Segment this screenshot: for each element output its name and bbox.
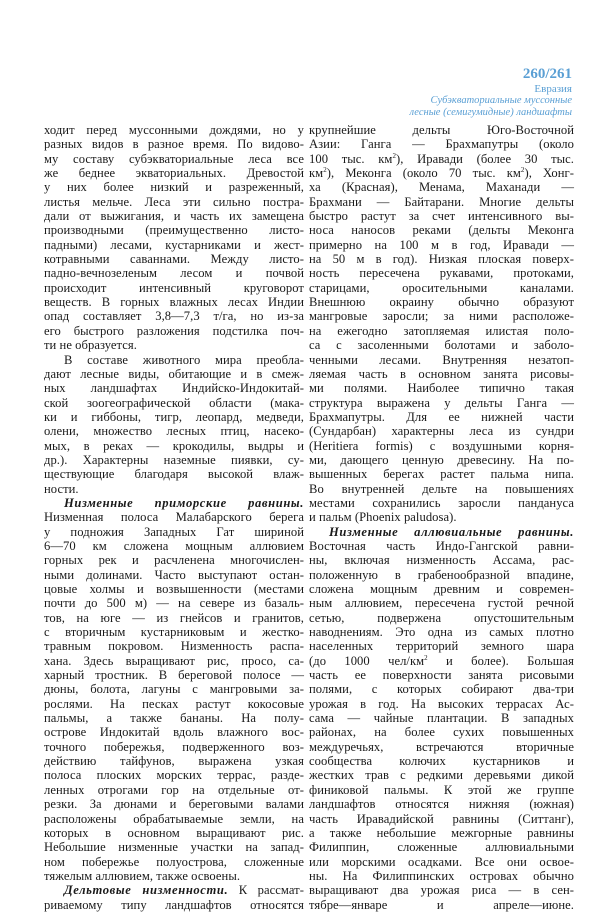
text-line: цовые холмы и возвышенности (местами <box>44 582 304 596</box>
text-line: (Heritiera formis) с воздушными корня- <box>309 438 574 453</box>
text-line: (Сундарбан) характерны леса из сундри <box>309 424 574 439</box>
text-line: ми полями. Наиболее типично такая <box>309 381 574 396</box>
text-line: дюны, болота, лагуны с мангровыми за- <box>44 682 304 697</box>
text-line: ляемая часть в основном занята рисовы- <box>309 366 574 381</box>
text-line: ществующие благодаря высокой влаж- <box>44 467 304 482</box>
text-line: населенных территорий земного шара <box>309 639 574 654</box>
text-line: падно-вечнозеленым лесом и почвой <box>44 266 304 281</box>
text-line: харный тростник. В береговой полосе — <box>44 668 304 683</box>
text-line: часть Иравадийской равнины (Ситтанг), <box>309 811 574 826</box>
text-line: веществ. В горных влажных лесах Индии <box>44 295 304 310</box>
page-numbers: 260/261 <box>522 66 572 82</box>
text-line: мых, в реках — крокодилы, выдры и <box>44 438 304 453</box>
text-line: и пальм (Phoenix paludosa). <box>309 510 457 525</box>
text-line: ской зоогеографической области (мака- <box>44 395 304 410</box>
section-title: Евразия <box>534 83 572 95</box>
text-line: $км^2$), Меконга (около 70 тыс. $км^2$), Хонг- <box>309 166 574 181</box>
text-line: междуречьях, встречаются вторичные <box>309 739 574 754</box>
text-line: рослями. На песках растут кокосовые <box>44 696 304 711</box>
text-line: у подножия Западных Гат шириной <box>44 524 304 539</box>
text-line: тябре—январе и апреле—июне. <box>309 897 574 912</box>
text-line: крупнейшие дельты Юго-Восточной <box>309 123 574 137</box>
text-line: ных ландшафтах Индийско-Индокитай- <box>44 381 304 396</box>
text-line: сама — чайные плантации. В западных <box>309 711 574 726</box>
text-line: вышенных берегах растет пальма нипа. <box>309 467 574 482</box>
text-line: Филиппин, сложенные аллювиальными <box>309 840 574 855</box>
text-line: Восточная часть Индо-Гангской равни- <box>309 538 574 553</box>
left-text-column <box>44 123 304 912</box>
text-line: с вторичным кустарниковым и жестко- <box>44 625 304 640</box>
text-line: разных видов в разное время. По видово- <box>44 137 304 152</box>
text-line: олени, множество лесных птиц, насеко- <box>44 424 304 439</box>
text-line: са с засоленными болотами и заболо- <box>309 338 574 353</box>
chapter-subtitle-line2: лесные (семигумидные) ландшафты <box>409 107 572 118</box>
text-line: структура выражена у дельты Ганга — <box>309 395 574 410</box>
text-line: его быстрого разложения подстилка поч- <box>44 323 304 338</box>
text-line: ными долинами. Часто выступают остан- <box>44 567 304 582</box>
text-line: риваемому типу ландшафтов относятся <box>44 897 304 912</box>
text-line: ности. <box>44 481 79 496</box>
text-line: Дельтовые низменности. К рассмат- <box>64 883 304 898</box>
text-line: ным аллювием, пересечена густой речной <box>309 596 574 611</box>
text-line: ходит перед муссонными дождями, но у <box>44 123 304 137</box>
text-line: жестких трав с редкими деревьями дикой <box>309 768 574 783</box>
text-line: ти не образуется. <box>44 338 137 353</box>
text-line: ки и гиббоны, тигр, леопард, медведи, <box>44 409 304 424</box>
section-heading: Низменные аллювиальные равнины. <box>329 524 574 539</box>
text-line: Во внутренней дельте на повышениях <box>309 481 574 496</box>
right-text-column <box>309 123 574 912</box>
text-line: положенную в грабенообразной впадине, <box>309 567 574 582</box>
text-line: финиковой пальмы. К этой же группе <box>309 782 574 797</box>
text-line: на 50 м в год). Низкая плоская поверх- <box>309 252 574 267</box>
text-line: травным покровом. Низменность распа- <box>44 639 304 654</box>
text-line: урожая в год. На высоких террасах Ас- <box>309 696 574 711</box>
text-line: ха (Красная), Менама, Маханади — <box>309 180 574 195</box>
text-line: ченными лесами. Внутренняя незатоп- <box>309 352 574 367</box>
text-line: Азии: Ганга — Брахмапутры (около <box>309 137 574 152</box>
text-line: точного побережья, подверженного воз- <box>44 739 304 754</box>
text-line: производными (преимущественно листо- <box>44 223 304 238</box>
text-line: полями, с которых собирают два-три <box>309 682 574 697</box>
text-line: В составе животного мира преобла- <box>64 352 304 367</box>
text-line: ность пересечена рукавами, протоками, <box>309 266 574 281</box>
text-line: выращивают два урожая риса — в сен- <box>309 883 574 898</box>
text-line: местами сохранились заросли пандануса <box>309 495 574 510</box>
text-line: 100 тыс. $км^2$), Иравади (более 30 тыс. <box>309 151 574 166</box>
text-line: ны, включая низменность Ассама, рас- <box>309 553 574 568</box>
text-line: у них более низкий и разреженный, <box>44 180 304 195</box>
text-line <box>44 496 304 510</box>
section-heading: Низменные приморские равнины. <box>64 495 304 510</box>
text-line: Брахмани — Байтарани. Многие дельты <box>309 194 574 209</box>
text-line: падными) лесами, кустарниками и жест- <box>44 237 304 252</box>
text-line: пальмы, а также бананы. На полу- <box>44 711 304 726</box>
text-line: почти до 500 м) — на севере из базаль- <box>44 596 304 611</box>
text-line: действию тайфунов, выражена узкая <box>44 754 304 769</box>
text-line: Низменная полоса Малабарского берега <box>44 510 304 525</box>
text-line: горных рек и расчленена многочислен- <box>44 553 304 568</box>
text-line: которых в основном выращивают рис. <box>44 825 304 840</box>
text-line: тяжелым аллювием, также освоены. <box>44 868 241 883</box>
text-line: полоса плоских морских террас, разде- <box>44 768 304 783</box>
text-line: (до 1000 чел/$км^2$ и более). Большая <box>309 653 574 668</box>
text-line: ном побережье полуострова, сложенные <box>44 854 304 869</box>
text-line: происходит интенсивный круговорот <box>44 280 304 295</box>
text-line: ны. На Филиппинских островах обычно <box>309 868 574 883</box>
text-line: или морскими осадками. Все они освое- <box>309 854 574 869</box>
text-line: ленных отрогами гор на отдельные от- <box>44 782 304 797</box>
text-line: сообщества колючих кустарников и <box>309 754 574 769</box>
text-line: старицами, оросительными каналами. <box>309 280 574 295</box>
text-line: примерно на 100 м в год, Иравади — <box>309 237 574 252</box>
text-line: Внешнюю окраину обычно образуют <box>309 295 574 310</box>
text-line: а также небольшие межгорные равнины <box>309 825 574 840</box>
text-line: часть ее поверхности занята рисовыми <box>309 668 574 683</box>
text-line: носа наносов реками (дельты Меконга <box>309 223 574 238</box>
text-line: быстро растут за счет интенсивного вы- <box>309 209 574 224</box>
text-line: Небольшие низменные участки на запад- <box>44 840 304 855</box>
text-line: же беднее экваториальных. Древостой <box>44 166 304 181</box>
text-line <box>309 525 574 539</box>
text-line: мангровые заросли; за ними расположе- <box>309 309 574 324</box>
text-line: ми, дающего ценную древесину. На по- <box>309 452 574 467</box>
text-line: Брахмапутры. Для ее нижней части <box>309 409 574 424</box>
chapter-subtitle-line1: Субэкваториальные муссонные <box>430 95 572 106</box>
text-line: наводнениям. Это одна из самых плотно <box>309 625 574 640</box>
text-line: му составу субэкваториальные леса все <box>44 151 304 166</box>
text-line: районах, на более сухих повышенных <box>309 725 574 740</box>
text-line: дали от выжигания, и часть их замещена <box>44 209 304 224</box>
text-line: 6—70 км сложена мощным аллювием <box>44 538 304 553</box>
text-line: острове Индокитай вдоль влажного вос- <box>44 725 304 740</box>
text-line: др.). Характерны наземные пиявки, су- <box>44 452 304 467</box>
text-line: ландшафтов относятся нижняя (южная) <box>309 797 574 812</box>
text-line: опад составляет 3,8—7,3 т/га, но из-за <box>44 309 304 324</box>
text-line: котравными саваннами. Между листо- <box>44 252 304 267</box>
text-line: хана. Здесь выращивают рис, просо, са- <box>44 653 304 668</box>
text-line: сложена мощным древним и современ- <box>309 582 574 596</box>
text-line: резки. За дюнами и береговыми валами <box>44 797 304 812</box>
text-line: на ежегодно затопляемая илистая поло- <box>309 323 574 338</box>
text-line: расположены обрабатываемые земли, на <box>44 811 304 826</box>
section-heading: Дельтовые низменности. <box>64 883 229 898</box>
running-header <box>409 66 572 119</box>
text-line: тов, на юге — из гнейсов и гранитов, <box>44 610 304 625</box>
text-line: дают лесные виды, обитающие и в смеж- <box>44 366 304 381</box>
text-line: сетью, подвержена опустошительным <box>309 610 574 625</box>
text-line: листья мельче. Леса эти сильно постра- <box>44 194 304 209</box>
